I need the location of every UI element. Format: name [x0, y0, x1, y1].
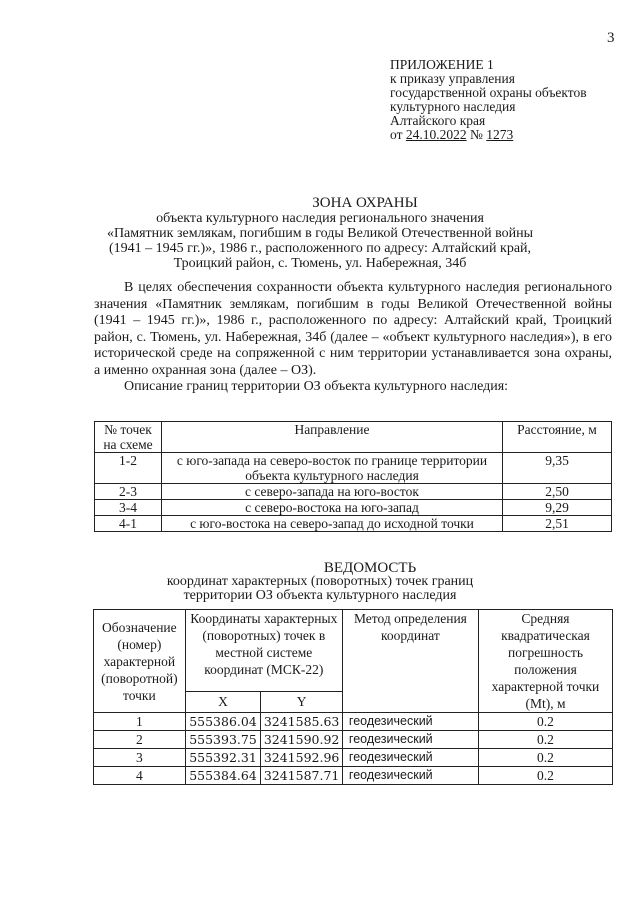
header-y: Y	[261, 691, 343, 712]
header-points: № точек на схеме	[95, 422, 162, 453]
coordinates-table	[93, 609, 613, 785]
table-row: 4 555384.64 3241587.71 геодезический 0.2	[94, 767, 613, 785]
appendix-line: Алтайского края	[390, 113, 486, 128]
table-row: 3 555392.31 3241592.96 геодезический 0.2	[94, 749, 613, 767]
header-method: Метод определения координат	[342, 610, 478, 713]
appendix-line: культурного наследия	[390, 99, 516, 114]
boundary-table	[94, 421, 612, 532]
vedomost-subtitle: координат характерных (поворотных) точек границ	[166, 574, 474, 589]
table-row: 1-2 с юго-запада на северо-восток по границе территории объекта культурного наследия 9,35	[95, 453, 612, 484]
vedomost-heading	[0, 561, 640, 603]
header-coordinates: Координаты характерных (поворотных) точек в местной системе координат (МСК-22)	[185, 610, 342, 692]
header-x: X	[185, 691, 261, 712]
order-date: 24.10.2022	[405, 127, 467, 142]
appendix-header	[390, 58, 587, 142]
body-text	[94, 280, 612, 396]
table-row: 2-3 с северо-запада на юго-восток 2,50	[95, 484, 612, 500]
header-error: Средняя квадратическая погрешность положения характерной точки (Mt), м	[478, 610, 612, 713]
appendix-line: к приказу управления	[390, 71, 515, 86]
table-row: 3-4 с северо-востока на юго-запад 9,29	[95, 500, 612, 516]
zone-subtitle: «Памятник землякам, погибшим в годы Великой Отечественной войны	[106, 226, 534, 241]
body-paragraph: Описание границ территории ОЗ объекта культурного наследия:	[124, 379, 509, 394]
zone-subtitle: объекта культурного наследия регионального значения	[156, 211, 484, 226]
zone-subtitle: Троицкий район, с. Тюмень, ул. Набережная, 34б	[173, 256, 467, 271]
header-point: Обозначение (номер) характерной (поворотной) точки	[94, 610, 186, 713]
order-number: 1273	[486, 127, 514, 142]
appendix-line: государственной охраны объектов	[390, 85, 587, 100]
header-direction: Направление	[162, 422, 503, 453]
table-row: 4-1 с юго-востока на северо-запад до исходной точки 2,51	[95, 516, 612, 532]
table-header-row	[95, 422, 612, 453]
table-row: 2 555393.75 3241590.92 геодезический 0.2	[94, 731, 613, 749]
table-header-row	[94, 610, 613, 692]
vedomost-title: ВЕДОМОСТЬ	[323, 560, 417, 576]
zone-subtitle: (1941 – 1945 гг.)», 1986 г., расположенного по адресу: Алтайский край,	[108, 241, 532, 256]
header-distance: Расстояние, м	[503, 422, 612, 453]
zone-title: ЗОНА ОХРАНЫ	[312, 195, 418, 211]
vedomost-subtitle: территории ОЗ объекта культурного наследия	[183, 588, 457, 603]
body-paragraph: В целях обеспечения сохранности объекта культурного наследия регионального значения «Памятник землякам, погибшим в годы Великой Отечественной войны (1941 – 1945 гг.)», 1986 г., расположенного по адресу: Алтайский край, Троицкий район, с. Тюмень, ул. Набережная, 34б (далее – «объект культурного наследия»), в его исторической среде на сопряженной с ним территории устанавливается зона охраны, а именно охранная зона (далее – ОЗ).	[94, 280, 612, 378]
order-date-line: от 24.10.2022 № 1273	[390, 127, 514, 142]
zone-heading	[0, 196, 640, 271]
page-number: 3	[607, 30, 615, 46]
appendix-title: ПРИЛОЖЕНИЕ 1	[390, 57, 494, 72]
table-row: 1 555386.04 3241585.63 геодезический 0.2	[94, 713, 613, 731]
